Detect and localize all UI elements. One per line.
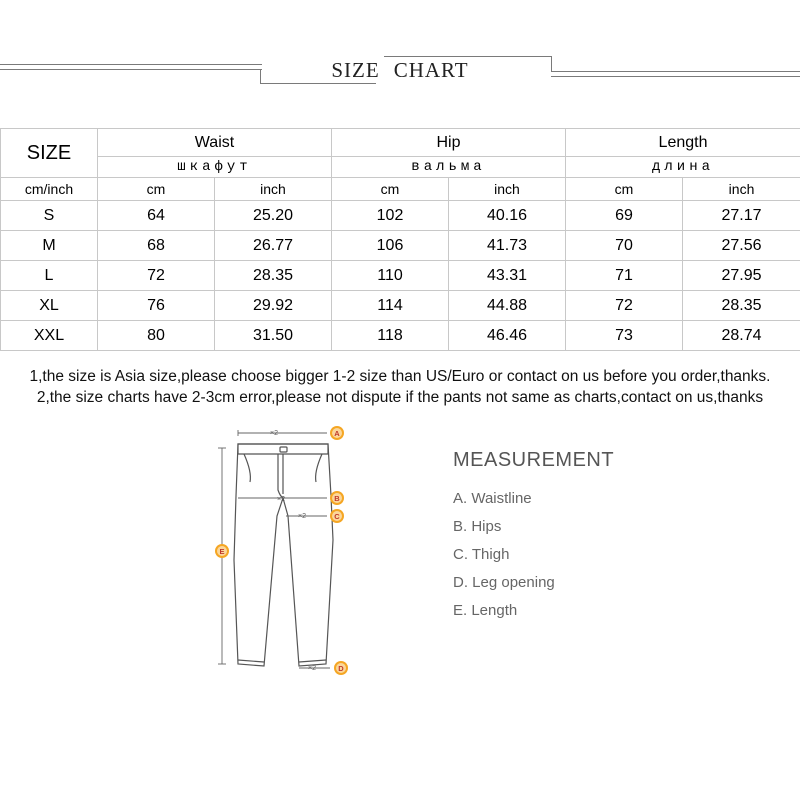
table-cell: 26.77 (215, 231, 332, 261)
unit-cell: cm (98, 178, 215, 201)
leg-opening-left (238, 660, 264, 662)
multiplier-a: ×2 (270, 430, 278, 437)
table-cell: 25.20 (215, 201, 332, 231)
table-unit-row (1, 178, 800, 201)
length-header: Length (566, 129, 800, 157)
button (280, 447, 287, 452)
table-cell: 28.35 (683, 291, 800, 321)
table-cell: 72 (566, 291, 683, 321)
table-cell: 41.73 (449, 231, 566, 261)
table-cell: 27.17 (683, 201, 800, 231)
table-row (1, 291, 800, 321)
length-header-ru: длина (566, 157, 800, 178)
multiplier-d: ×2 (308, 665, 316, 672)
table-cell: 64 (98, 201, 215, 231)
table-header-ru-row (1, 157, 800, 178)
size-cell: XL (1, 291, 98, 321)
table-header-row (1, 129, 800, 157)
table-cell: 27.95 (683, 261, 800, 291)
measurement-title: MEASUREMENT (453, 449, 615, 471)
marker-c (330, 509, 344, 523)
title-word-chart: CHART (393, 58, 469, 82)
table-cell: 40.16 (449, 201, 566, 231)
waist-header: Waist (98, 129, 332, 157)
page-title (0, 58, 800, 83)
table-cell: 68 (98, 231, 215, 261)
table-cell: 28.74 (683, 321, 800, 351)
measurement-item: B. Hips (453, 518, 502, 535)
table-cell: 102 (332, 201, 449, 231)
header-line-left-underline (260, 83, 376, 84)
measurement-item: A. Waistline (453, 490, 532, 507)
table-cell: 118 (332, 321, 449, 351)
multiplier-c: ×2 (298, 513, 306, 520)
marker-b (330, 491, 344, 505)
table-row (1, 231, 800, 261)
note-line-2: 2,the size charts have 2-3cm error,please not dispute if the pants not same as charts,contact on us,thanks (36, 389, 764, 406)
marker-d (334, 661, 348, 675)
size-cell: L (1, 261, 98, 291)
svg-text:C: C (334, 512, 340, 521)
table-cell: 70 (566, 231, 683, 261)
hip-header-ru: вальма (332, 157, 566, 178)
svg-text:A: A (334, 429, 340, 438)
table-cell: 71 (566, 261, 683, 291)
size-cell: XXL (1, 321, 98, 351)
pants-diagram (200, 420, 360, 690)
table-cell: 73 (566, 321, 683, 351)
table-row (1, 321, 800, 351)
svg-text:B: B (334, 494, 340, 503)
table-row (1, 261, 800, 291)
table-cell: 69 (566, 201, 683, 231)
table-cell: 80 (98, 321, 215, 351)
fly (278, 454, 283, 498)
unit-cell: cm (566, 178, 683, 201)
measurement-list (453, 489, 555, 629)
pocket-right (316, 454, 322, 482)
table-cell: 114 (332, 291, 449, 321)
table-cell: 28.35 (215, 261, 332, 291)
table-cell: 27.56 (683, 231, 800, 261)
svg-text:E: E (219, 547, 225, 556)
table-cell: 43.31 (449, 261, 566, 291)
size-cell: S (1, 201, 98, 231)
marker-e (215, 544, 229, 558)
table-row (1, 201, 800, 231)
table-cell: 44.88 (449, 291, 566, 321)
table-cell: 76 (98, 291, 215, 321)
table-cell: 110 (332, 261, 449, 291)
measurement-item: C. Thigh (453, 546, 510, 563)
leg-opening-right (299, 660, 326, 662)
svg-text:D: D (338, 664, 344, 673)
unit-cell: cm (332, 178, 449, 201)
title-word-size: SIZE (331, 58, 380, 82)
header-line-right-overline (384, 56, 552, 57)
table-cell: 46.46 (449, 321, 566, 351)
marker-a (330, 426, 344, 440)
table-cell: 31.50 (215, 321, 332, 351)
measurement-item: D. Leg opening (453, 574, 555, 591)
pocket-left (244, 454, 250, 482)
unit-label: cm/inch (1, 178, 98, 201)
hip-header: Hip (332, 129, 566, 157)
measurement-item: E. Length (453, 602, 518, 619)
table-cell: 106 (332, 231, 449, 261)
size-notes (0, 366, 800, 408)
size-cell: M (1, 231, 98, 261)
table-cell: 72 (98, 261, 215, 291)
note-line-1: 1,the size is Asia size,please choose bigger 1-2 size than US/Euro or contact on us before you order,thanks. (29, 368, 771, 385)
waist-header-ru: шкафут (98, 157, 332, 178)
unit-cell: inch (683, 178, 800, 201)
unit-cell: inch (215, 178, 332, 201)
multiplier-b: ×2 (277, 496, 285, 503)
size-column-header: SIZE (1, 129, 98, 178)
table-cell: 29.92 (215, 291, 332, 321)
unit-cell: inch (449, 178, 566, 201)
size-table (0, 128, 800, 351)
